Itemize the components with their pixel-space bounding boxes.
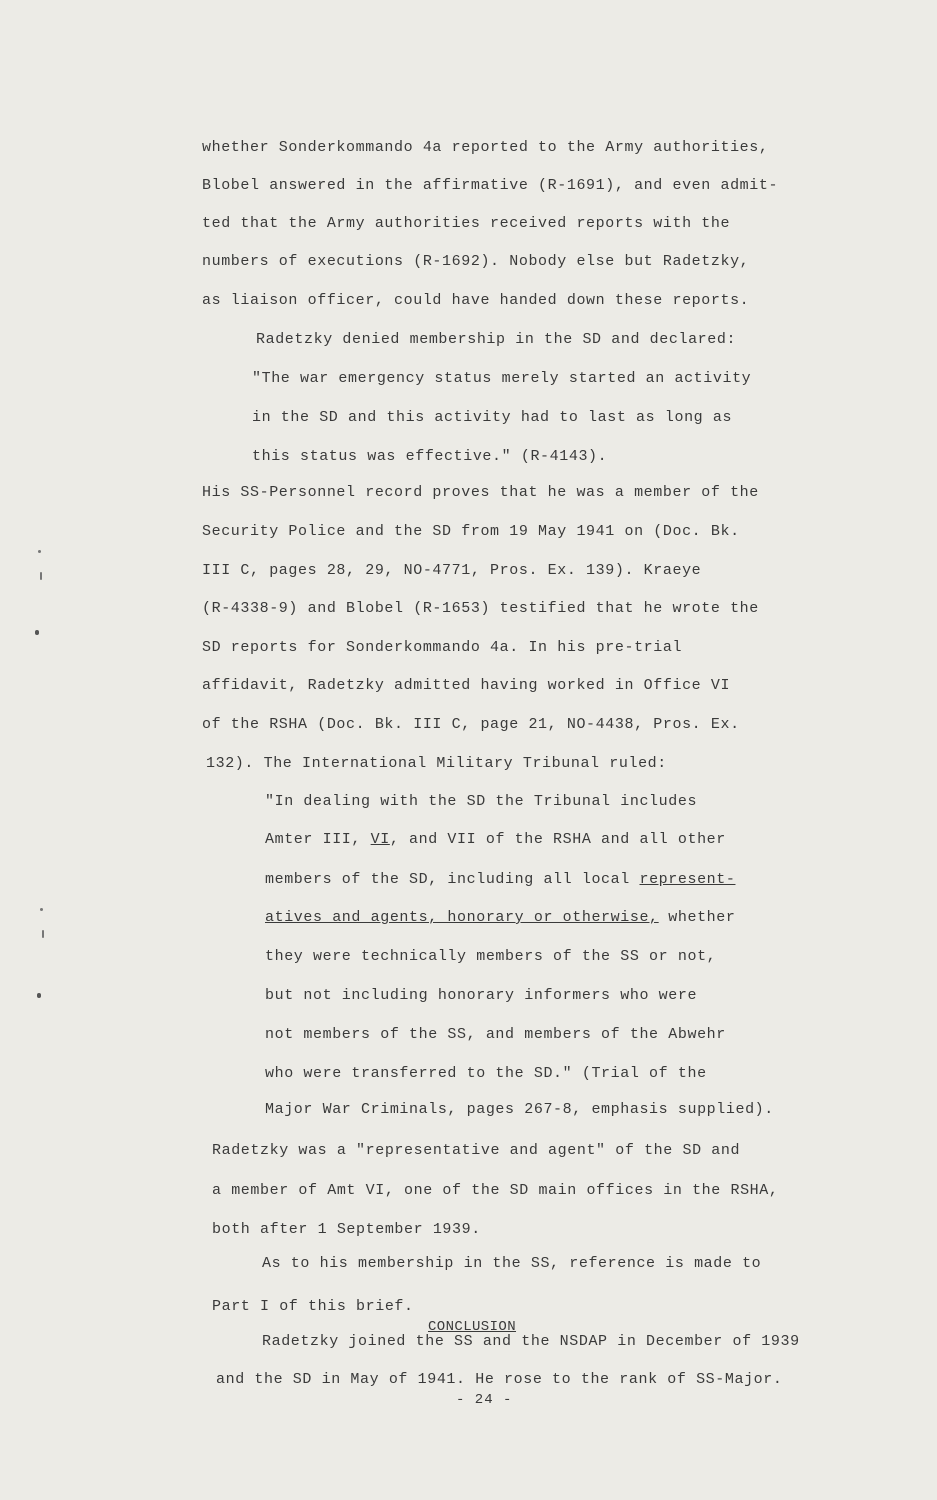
text-line: Blobel answered in the affirmative (R-1691), and even admit- (202, 177, 779, 194)
text-line: a member of Amt VI, one of the SD main offices in the RSHA, (212, 1182, 779, 1199)
quote-line: not members of the SS, and members of the Abwehr (265, 1026, 726, 1043)
quote-line: "The war emergency status merely started an activity (252, 370, 752, 387)
margin-mark (40, 908, 43, 911)
quote-line (265, 830, 726, 850)
text-line: and the SD in May of 1941. He rose to the rank of SS-Major. (216, 1371, 783, 1388)
quote-text: members of the SD, including all local (265, 871, 640, 888)
quote-line: "In dealing with the SD the Tribunal includes (265, 793, 698, 810)
text-line: (R-4338-9) and Blobel (R-1653) testified that he wrote the (202, 600, 759, 617)
text-line: numbers of executions (R-1692). Nobody else but Radetzky, (202, 253, 750, 270)
quote-line: but not including honorary informers who were (265, 987, 698, 1004)
text-line: His SS-Personnel record proves that he was a member of the (202, 484, 759, 501)
text-line: Radetzky was a "representative and agent" of the SD and (212, 1142, 741, 1159)
text-line: whether Sonderkommando 4a reported to the Army authorities, (202, 139, 769, 156)
quote-line: Major War Criminals, pages 267-8, emphasis supplied). (265, 1101, 774, 1118)
margin-mark (42, 930, 44, 938)
section-heading: CONCLUSION (428, 1319, 517, 1335)
page-number: - 24 - (456, 1392, 513, 1408)
text-line: Part I of this brief. (212, 1298, 414, 1315)
margin-mark (35, 630, 39, 635)
text-line: SD reports for Sonderkommando 4a. In his pre-trial (202, 639, 683, 656)
text-line: as liaison officer, could have handed down these reports. (202, 292, 750, 309)
text-line: of the RSHA (Doc. Bk. III C, page 21, NO-4438, Pros. Ex. (202, 716, 740, 733)
quote-text: whether (658, 909, 736, 926)
text-line: III C, pages 28, 29, NO-4771, Pros. Ex. 139). Kraeye (202, 562, 702, 579)
quote-line (265, 908, 735, 928)
quote-line: this status was effective." (R-4143). (252, 448, 608, 465)
margin-mark (38, 550, 41, 553)
quote-line (265, 870, 735, 890)
quote-text: , and VII of the RSHA and all other (389, 831, 726, 848)
text-line: affidavit, Radetzky admitted having worked in Office VI (202, 677, 731, 694)
margin-mark (37, 993, 41, 998)
text-line: 132). The International Military Tribunal ruled: (206, 755, 667, 772)
emphasis-text: atives and agents, honorary or otherwise, (265, 909, 659, 926)
text-line: As to his membership in the SS, reference is made to (262, 1255, 762, 1272)
emphasis-text: VI (370, 831, 390, 848)
text-line: Security Police and the SD from 19 May 1941 on (Doc. Bk. (202, 523, 740, 540)
text-line: both after 1 September 1939. (212, 1221, 481, 1238)
text-line: Radetzky denied membership in the SD and declared: (256, 331, 737, 348)
quote-line: in the SD and this activity had to last as long as (252, 409, 733, 426)
text-line: ted that the Army authorities received reports with the (202, 215, 731, 232)
quote-line: who were transferred to the SD." (Trial of the (265, 1065, 707, 1082)
text-line: Radetzky joined the SS and the NSDAP in December of 1939 (262, 1333, 800, 1350)
quote-text: Amter III, (265, 831, 371, 848)
quote-line: they were technically members of the SS or not, (265, 948, 717, 965)
emphasis-text: represent- (639, 871, 736, 888)
margin-mark (40, 572, 42, 580)
